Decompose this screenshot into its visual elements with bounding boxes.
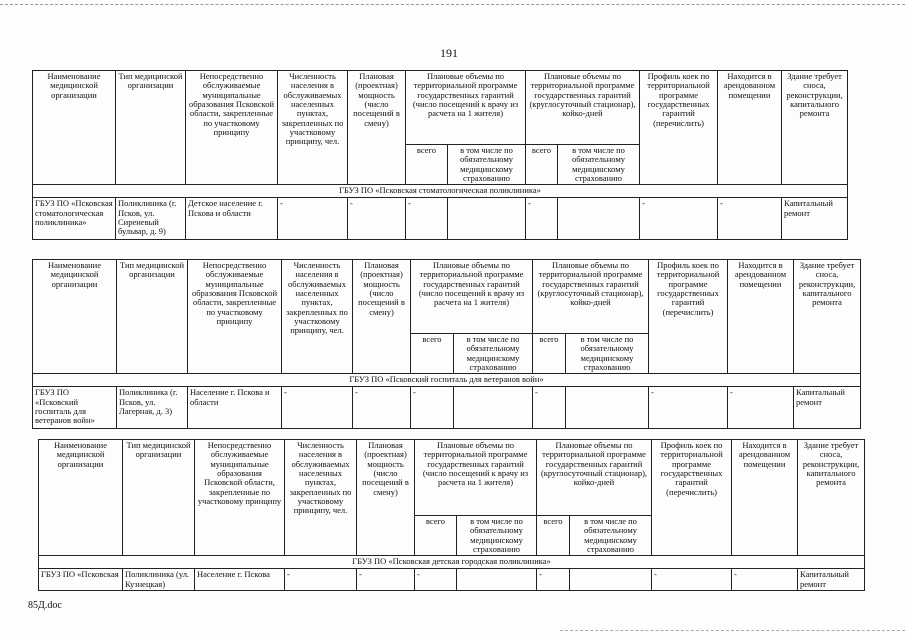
org-building: Капитальный ремонт	[782, 198, 848, 240]
header-beds-oms: в том числе по обязательному медицинскому страхованию	[558, 145, 640, 185]
org-visits-total: -	[411, 387, 454, 429]
header-type: Тип медицинской организации	[123, 440, 195, 556]
org-visits-total: -	[406, 198, 448, 240]
org-type: Поликлиника (ул. Кузнецкая)	[123, 569, 195, 591]
header-name: Наименование медицинской организации	[33, 260, 117, 374]
org-building: Капитальный ремонт	[794, 387, 861, 429]
facility-table-2	[32, 259, 861, 429]
org-served: Население г. Пскова	[195, 569, 285, 591]
org-name: ГБУЗ ПО «Псковская	[39, 569, 123, 591]
header-served: Непосредственно обслуживаемые муниципальные образования Псковской области, закрепленные по участковому принципу	[186, 71, 278, 185]
org-beds-total: -	[537, 569, 570, 591]
header-building: Здание требует сноса, реконструкции, капитального ремонта	[798, 440, 865, 556]
org-beds-oms	[570, 569, 652, 591]
header-type: Тип медицинской организации	[117, 260, 188, 374]
org-profile: -	[640, 198, 718, 240]
facility-table-3	[38, 439, 865, 591]
org-visits-total: -	[415, 569, 457, 591]
org-name: ГБУЗ ПО «Псковская стоматологическая поликлиника»	[33, 198, 116, 240]
org-population: -	[285, 569, 357, 591]
header-name: Наименование медицинской организации	[39, 440, 123, 556]
header-population: Численность населения в обслуживаемых населенных пунктах, закрепленных по участковому принципу, чел.	[278, 71, 348, 185]
header-population: Численность населения в обслуживаемых населенных пунктах, закрепленных по участковому принципу, чел.	[282, 260, 353, 374]
header-population: Численность населения в обслуживаемых населенных пунктах, закрепленных по участковому принципу, чел.	[285, 440, 357, 556]
org-beds-total: -	[526, 198, 558, 240]
org-capacity: -	[353, 387, 411, 429]
org-type: Поликлиника (г. Псков, ул. Сиреневый бульвар, д. 9)	[116, 198, 186, 240]
org-beds-oms	[566, 387, 649, 429]
org-name: ГБУЗ ПО «Псковский госпиталь для ветеранов войн»	[33, 387, 117, 429]
scan-edge-bottom	[560, 630, 905, 631]
org-population: -	[282, 387, 353, 429]
header-beds-oms: в том числе по обязательному медицинскому страхованию	[570, 516, 652, 556]
header-served: Непосредственно обслуживаемые муниципальные образования Псковской области, закрепленные по участковому принципу	[195, 440, 285, 556]
org-rented: -	[728, 387, 794, 429]
org-visits-oms	[457, 569, 537, 591]
org-building: Капитальный ремонт	[798, 569, 865, 591]
header-profile: Профиль коек по территориальной программе государственных гарантий (перечислить)	[640, 71, 718, 185]
header-profile: Профиль коек по территориальной программе государственных гарантий (перечислить)	[652, 440, 732, 556]
page-number: 191	[440, 46, 458, 60]
org-type: Поликлиника (г. Псков, ул. Лагерная, д. 3)	[117, 387, 188, 429]
header-visits-total: всего	[411, 334, 454, 374]
header-visits-oms: в том числе по обязательному медицинскому страхованию	[454, 334, 533, 374]
org-capacity: -	[357, 569, 415, 591]
header-profile: Профиль коек по территориальной программе государственных гарантий (перечислить)	[649, 260, 728, 374]
header-capacity: Плановая (проектная) мощность (число посещений в смену)	[357, 440, 415, 556]
header-rented: Находится в арендованном помещении	[732, 440, 798, 556]
section-title: ГБУЗ ПО «Псковская стоматологическая поликлиника»	[33, 185, 848, 198]
header-visits-oms: в том числе по обязательному медицинскому страхованию	[448, 145, 526, 185]
header-beds-total: всего	[533, 334, 566, 374]
header-name: Наименование медицинской организации	[33, 71, 116, 185]
section-title: ГБУЗ ПО «Псковская детская городская поликлиника»	[39, 556, 865, 569]
header-visits-total: всего	[415, 516, 457, 556]
facility-table-1	[32, 70, 848, 240]
header-capacity: Плановая (проектная) мощность (число посещений в смену)	[353, 260, 411, 374]
header-beds: Плановые объемы по территориальной программе государственных гарантий (круглосуточный стационар), койко-дней	[533, 260, 649, 334]
org-capacity: -	[348, 198, 406, 240]
document-filename: 85Д.doc	[28, 600, 62, 611]
org-served: Население г. Пскова и области	[188, 387, 282, 429]
header-visits-total: всего	[406, 145, 448, 185]
header-beds: Плановые объемы по территориальной программе государственных гарантий (круглосуточный стационар), койко-дней	[537, 440, 652, 516]
org-visits-oms	[448, 198, 526, 240]
header-visits: Плановые объемы по территориальной программе государственных гарантий (число посещений к врачу из расчета на 1 жителя)	[411, 260, 533, 334]
org-visits-oms	[454, 387, 533, 429]
header-served: Непосредственно обслуживаемые муниципальные образования Псковской области, закрепленные по участковому принципу	[188, 260, 282, 374]
org-population: -	[278, 198, 348, 240]
header-beds-total: всего	[537, 516, 570, 556]
org-profile: -	[649, 387, 728, 429]
header-building: Здание требует сноса, реконструкции, капитального ремонта	[794, 260, 861, 374]
org-rented: -	[732, 569, 798, 591]
header-rented: Находится в арендованном помещении	[718, 71, 782, 185]
org-beds-total: -	[533, 387, 566, 429]
org-profile: -	[652, 569, 732, 591]
org-beds-oms	[558, 198, 640, 240]
org-rented: -	[718, 198, 782, 240]
header-visits: Плановые объемы по территориальной программе государственных гарантий (число посещений к врачу из расчета на 1 жителя)	[415, 440, 537, 516]
section-title: ГБУЗ ПО «Псковский госпиталь для ветеранов войн»	[33, 374, 861, 387]
header-type: Тип медицинской организации	[116, 71, 186, 185]
header-visits-oms: в том числе по обязательному медицинскому страхованию	[457, 516, 537, 556]
header-capacity: Плановая (проектная) мощность (число посещений в смену)	[348, 71, 406, 185]
header-beds: Плановые объемы по территориальной программе государственных гарантий (круглосуточный стационар), койко-дней	[526, 71, 640, 145]
header-rented: Находится в арендованном помещении	[728, 260, 794, 374]
header-visits: Плановые объемы по территориальной программе государственных гарантий (число посещений к врачу из расчета на 1 жителя)	[406, 71, 526, 145]
header-beds-oms: в том числе по обязательному медицинскому страхованию	[566, 334, 649, 374]
header-beds-total: всего	[526, 145, 558, 185]
scan-edge-top	[0, 4, 905, 5]
header-building: Здание требует сноса, реконструкции, капитального ремонта	[782, 71, 848, 185]
org-served: Детское население г. Пскова и области	[186, 198, 278, 240]
